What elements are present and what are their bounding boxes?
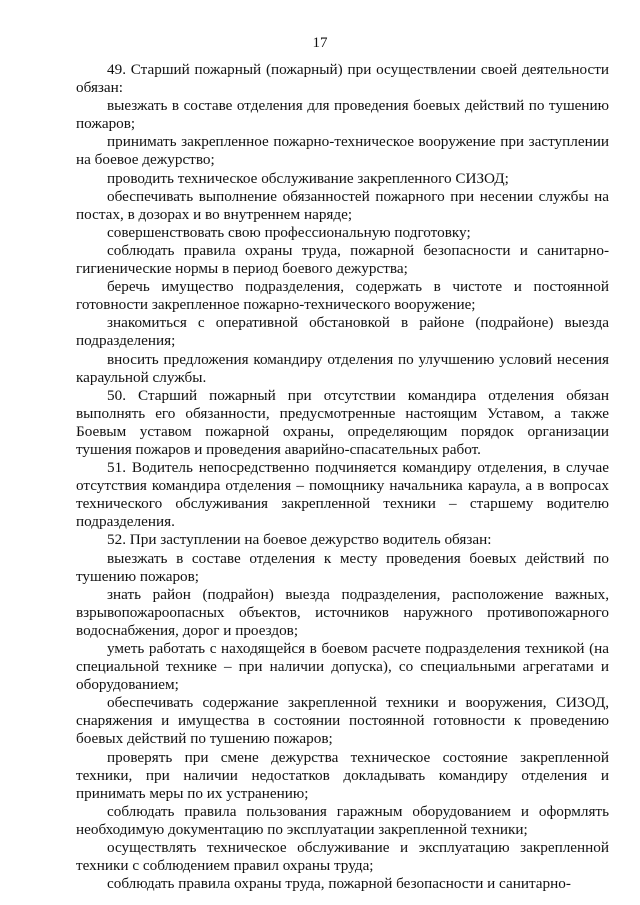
duty-item: знакомиться с оперативной обстановкой в районе (подрайоне) выезда подразделения; [76, 314, 609, 350]
duty-item: обеспечивать содержание закрепленной техники и вооружения, СИЗОД, снаряжения и имущества в состоянии постоянной готовности к проведению боевых действий по тушению пожаров; [76, 694, 609, 748]
duty-item: проверять при смене дежурства техническое состояние закрепленной техники, при наличии недостатков докладывать командиру отделения и принимать меры по их устранению; [76, 748, 609, 802]
paragraph-51: 51. Водитель непосредственно подчиняется командиру отделения, в случае отсутствия командира отделения – помощнику начальника караула, а в вопросах технического обслуживания закрепленной техники – старшему водителю подразделения. [76, 459, 609, 531]
paragraph-52-intro: 52. При заступлении на боевое дежурство водитель обязан: [107, 531, 492, 549]
duty-item: выезжать в составе отделения для проведения боевых действий по тушению пожаров; [76, 97, 609, 133]
duty-item: выезжать в составе отделения к месту проведения боевых действий по тушению пожаров; [76, 549, 609, 585]
duty-item: совершенствовать свою профессиональную подготовку; [107, 223, 471, 241]
page-number: 17 [312, 35, 328, 51]
duty-item: соблюдать правила пользования гаражным оборудованием и оформлять необходимую документацию по эксплуатации закрепленной техники; [76, 802, 609, 838]
paragraph-49-intro: 49. Старший пожарный (пожарный) при осуществлении своей деятельности обязан: [76, 61, 609, 97]
duty-item: беречь имущество подразделения, содержать в чистоте и постоянной готовности закрепленное пожарно-технического вооружение; [76, 278, 609, 314]
duty-item: проводить техническое обслуживание закрепленного СИЗОД; [107, 169, 509, 187]
duty-item: принимать закрепленное пожарно-техническое вооружение при заступлении на боевое дежурство; [76, 133, 609, 169]
duty-item: знать район (подрайон) выезда подразделения, расположение важных, взрывопожароопасных объектов, источников наружного противопожарного водоснабжения, дорог и проездов; [76, 585, 609, 639]
paragraph-50: 50. Старший пожарный при отсутствии командира отделения обязан выполнять его обязанности, предусмотренные настоящим Уставом, а также Боевым уставом пожарной охраны, определяющим порядок организации тушения пожаров и проведения аварийно-спасательных работ. [76, 386, 609, 458]
document-body [76, 61, 609, 893]
duty-item: уметь работать с находящейся в боевом расчете подразделения техникой (на специальной технике – при наличии допуска), со специальными агрегатами и оборудованием; [76, 640, 609, 694]
duty-item: соблюдать правила охраны труда, пожарной безопасности и санитарно-гигиенические нормы в период боевого дежурства; [76, 241, 609, 278]
duty-item: осуществлять техническое обслуживание и эксплуатацию закрепленной техники с соблюдением правил охраны труда; [76, 839, 609, 875]
duty-item: обеспечивать выполнение обязанностей пожарного при несении службы на постах, в дозорах и во внутреннем наряде; [76, 187, 609, 223]
duty-item: соблюдать правила охраны труда, пожарной безопасности и санитарно- [107, 875, 571, 893]
duty-item: вносить предложения командиру отделения по улучшению условий несения караульной службы. [76, 350, 609, 386]
